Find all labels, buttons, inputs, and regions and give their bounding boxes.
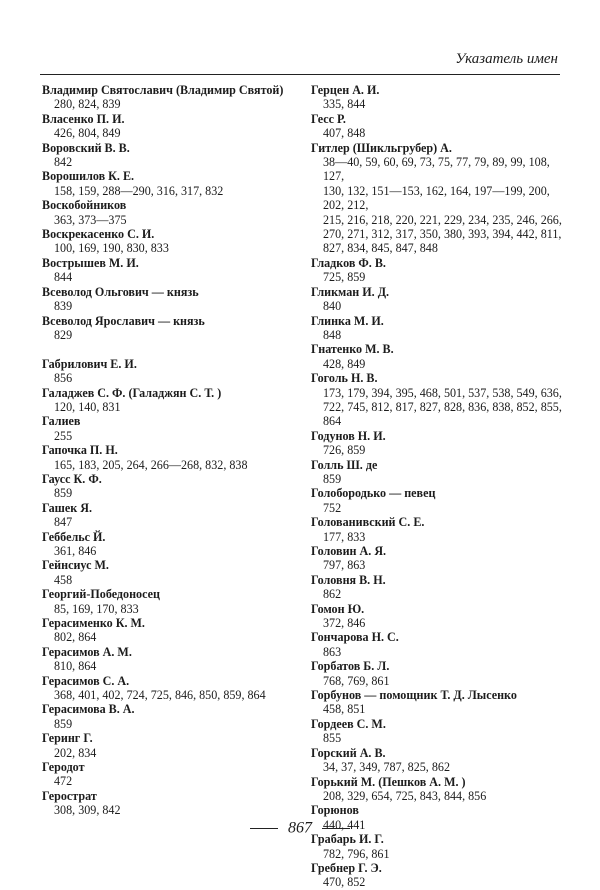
entry-name: Геббельс Й. — [42, 529, 106, 544]
index-entry — [42, 169, 292, 198]
entry-pages: 130, 132, 151—153, 162, 164, 197—199, 200, 202, 212, — [323, 183, 550, 213]
entry-name: Гапочка П. Н. — [42, 443, 118, 458]
entry-name: Гоголь Н. В. — [311, 371, 378, 386]
entry-pages: 458 — [54, 572, 73, 587]
entry-pages: 38—40, 59, 60, 69, 73, 75, 77, 79, 89, 99, 108, 127, — [323, 155, 550, 184]
index-entry — [42, 112, 292, 141]
entry-pages: 120, 140, 831 — [54, 399, 121, 414]
entry-name: Гончарова Н. С. — [311, 630, 399, 645]
entry-name: Геродот — [42, 760, 85, 775]
index-entry — [42, 256, 292, 285]
entry-pages: 280, 824, 839 — [54, 97, 121, 112]
entry-name: Грабарь И. Г. — [311, 832, 384, 847]
entry-pages: 208, 329, 654, 725, 843, 844, 856 — [323, 788, 487, 803]
entry-name: Ворошилов К. Е. — [42, 169, 135, 184]
index-entry — [311, 544, 569, 573]
index-entry — [311, 112, 569, 141]
entry-pages: 428, 849 — [323, 356, 366, 371]
entry-pages: 782, 796, 861 — [323, 846, 390, 861]
entry-pages: 308, 309, 842 — [54, 803, 121, 818]
entry-name: Гаусс К. Ф. — [42, 471, 102, 486]
entry-pages: 844 — [54, 270, 73, 285]
entry-pages: 752 — [323, 500, 342, 515]
entry-name: Герасимов С. А. — [42, 673, 130, 688]
index-entry — [42, 141, 292, 170]
entry-pages: 165, 183, 205, 264, 266—268, 832, 838 — [54, 457, 248, 472]
entry-pages: 458, 851 — [323, 702, 366, 717]
entry-pages: 859 — [54, 716, 73, 731]
entry-pages: 85, 169, 170, 833 — [54, 601, 139, 616]
index-entry — [311, 515, 569, 544]
entry-name: Герцен А. И. — [311, 83, 380, 97]
index-entry — [42, 314, 292, 343]
entry-name: Герасименко К. М. — [42, 616, 145, 631]
entry-name: Герасимова В. А. — [42, 702, 135, 717]
entry-name: Голобородько — певец — [311, 486, 436, 501]
header-title: Указатель имен — [455, 51, 558, 67]
entry-pages: 862 — [323, 587, 342, 602]
index-entry — [311, 371, 569, 429]
entry-name: Горбатов Б. Л. — [311, 659, 390, 674]
entry-name: Геринг Г. — [42, 731, 93, 746]
entry-name: Гликман И. Д. — [311, 284, 390, 299]
index-entry — [42, 443, 292, 472]
entry-pages: 270, 271, 312, 317, 350, 380, 393, 394, 442, 811, — [323, 227, 562, 242]
index-entry — [311, 630, 569, 659]
entry-pages: 472 — [54, 774, 73, 789]
entry-pages: 856 — [54, 371, 73, 386]
index-entry — [311, 458, 569, 487]
entry-pages: 372, 846 — [323, 616, 366, 631]
entry-name: Голль Ш. де — [311, 457, 378, 472]
entry-pages: 840 — [323, 299, 342, 314]
page-number: 867 — [288, 819, 312, 837]
index-entry — [42, 227, 292, 256]
entry-pages: 848 — [323, 327, 342, 342]
index-entry — [42, 731, 292, 760]
entry-name: Гашек Я. — [42, 500, 93, 515]
index-entry — [42, 198, 292, 227]
index-entry — [311, 486, 569, 515]
entry-pages: 842 — [54, 155, 73, 170]
entry-name: Власенко П. И. — [42, 111, 125, 126]
entry-pages: 725, 859 — [323, 270, 366, 285]
index-entry — [42, 616, 292, 645]
entry-name: Гребнер Г. Э. — [311, 860, 382, 875]
entry-name: Голованивский С. Е. — [311, 515, 425, 530]
entry-name: Горбунов — помощник Т. Д. Лысенко — [311, 688, 517, 703]
running-header — [40, 48, 560, 75]
entry-pages: 827, 834, 845, 847, 848 — [323, 241, 438, 256]
entry-pages: 426, 804, 849 — [54, 126, 121, 141]
footer-dash-left — [250, 828, 278, 829]
index-entry — [42, 674, 292, 703]
entry-pages: 810, 864 — [54, 659, 97, 674]
entry-pages: 361, 846 — [54, 543, 97, 558]
index-entry — [42, 285, 292, 314]
index-entry — [311, 83, 569, 112]
index-entry — [42, 472, 292, 501]
index-entry — [311, 717, 569, 746]
entry-name: Галиев — [42, 414, 81, 429]
entry-name: Воскрекасенко С. И. — [42, 227, 155, 242]
entry-name: Гомон Ю. — [311, 601, 365, 616]
index-entry — [311, 688, 569, 717]
entry-pages: 255 — [54, 428, 73, 443]
entry-name: Всеволод Ольгович — князь — [42, 284, 199, 299]
entry-pages: 768, 769, 861 — [323, 673, 390, 688]
entry-name: Гейнсиус М. — [42, 558, 109, 573]
entry-pages: 440, 441 — [323, 817, 366, 832]
entry-pages: 363, 373—375 — [54, 212, 127, 227]
index-entry — [311, 256, 569, 285]
entry-pages: 215, 216, 218, 220, 221, 229, 234, 235, 246, 266, — [323, 212, 562, 227]
entry-name: Галаджев С. Ф. (Галаджян С. Т. ) — [42, 385, 222, 400]
index-entry — [311, 602, 569, 631]
index-entry — [42, 501, 292, 530]
entry-name: Гладков Ф. В. — [311, 255, 386, 270]
index-entry — [42, 760, 292, 789]
letter-separator — [42, 342, 292, 356]
index-entry — [42, 357, 292, 386]
index-entry — [42, 789, 292, 818]
entry-pages: 855 — [323, 731, 342, 746]
entry-name: Гордеев С. М. — [311, 716, 386, 731]
index-entry — [42, 702, 292, 731]
index-entry — [311, 659, 569, 688]
entry-pages: 829 — [54, 327, 73, 342]
index-entry — [311, 314, 569, 343]
entry-pages: 470, 852 — [323, 875, 366, 890]
entry-pages: 859 — [54, 486, 73, 501]
entry-name: Воскобойников — [42, 198, 127, 213]
entry-pages: 859 — [323, 471, 342, 486]
index-entry — [311, 429, 569, 458]
entry-name: Головин А. Я. — [311, 544, 387, 558]
index-entry — [42, 414, 292, 443]
index-entry — [42, 645, 292, 674]
entry-name: Гитлер (Шикльгрубер) А. — [311, 140, 452, 155]
entry-name: Годунов Н. И. — [311, 428, 386, 443]
entry-name: Герасимов А. М. — [42, 644, 132, 659]
index-entry — [42, 587, 292, 616]
entry-name: Глинка М. И. — [311, 313, 384, 328]
entry-pages: 34, 37, 349, 787, 825, 862 — [323, 760, 450, 775]
index-column-left — [42, 83, 292, 818]
entry-pages: 335, 844 — [323, 97, 366, 112]
entry-pages: 797, 863 — [323, 558, 366, 573]
entry-pages: 368, 401, 402, 724, 725, 846, 850, 859, 864 — [54, 688, 266, 703]
footer-dash-right — [322, 828, 350, 829]
entry-name: Габрилович Е. И. — [42, 356, 137, 371]
entry-name: Головня В. Н. — [311, 572, 386, 587]
index-entry — [42, 386, 292, 415]
index-entry — [311, 861, 569, 890]
entry-pages: 177, 833 — [323, 529, 366, 544]
entry-name: Горский А. В. — [311, 745, 386, 760]
index-entry — [311, 285, 569, 314]
index-entry — [42, 83, 292, 112]
entry-pages: 839 — [54, 299, 73, 314]
entry-pages: 722, 745, 812, 817, 827, 828, 836, 838, 852, 855, 864 — [323, 399, 562, 429]
entry-name: Гнатенко М. В. — [311, 342, 394, 357]
index-entry — [42, 530, 292, 559]
entry-name: Георгий-Победоносец — [42, 587, 160, 602]
entry-pages: 173, 179, 394, 395, 468, 501, 537, 538, 549, 636, — [323, 385, 562, 400]
entry-name: Владимир Святославич (Владимир Святой) — [42, 83, 284, 97]
index-entry — [311, 746, 569, 775]
entry-name: Герострат — [42, 788, 97, 803]
entry-pages: 202, 834 — [54, 745, 97, 760]
index-entry — [311, 775, 569, 804]
page-footer — [0, 819, 600, 837]
entry-name: Воровский В. В. — [42, 140, 130, 155]
entry-name: Гесс Р. — [311, 111, 346, 126]
entry-pages: 407, 848 — [323, 126, 366, 141]
entry-pages: 847 — [54, 515, 73, 530]
entry-pages: 726, 859 — [323, 443, 366, 458]
entry-name: Вострышев М. И. — [42, 255, 139, 270]
index-entry — [311, 342, 569, 371]
entry-pages: 158, 159, 288—290, 316, 317, 832 — [54, 183, 224, 198]
entry-pages: 802, 864 — [54, 630, 97, 645]
entry-name: Горький М. (Пешков А. М. ) — [311, 774, 466, 789]
entry-name: Всеволод Ярославич — князь — [42, 313, 205, 328]
entry-name: Горюнов — [311, 803, 359, 818]
index-entry — [311, 141, 569, 256]
index-entry — [42, 558, 292, 587]
entry-pages: 100, 169, 190, 830, 833 — [54, 241, 169, 256]
index-column-right — [311, 83, 569, 890]
index-entry — [311, 573, 569, 602]
entry-pages: 863 — [323, 644, 342, 659]
